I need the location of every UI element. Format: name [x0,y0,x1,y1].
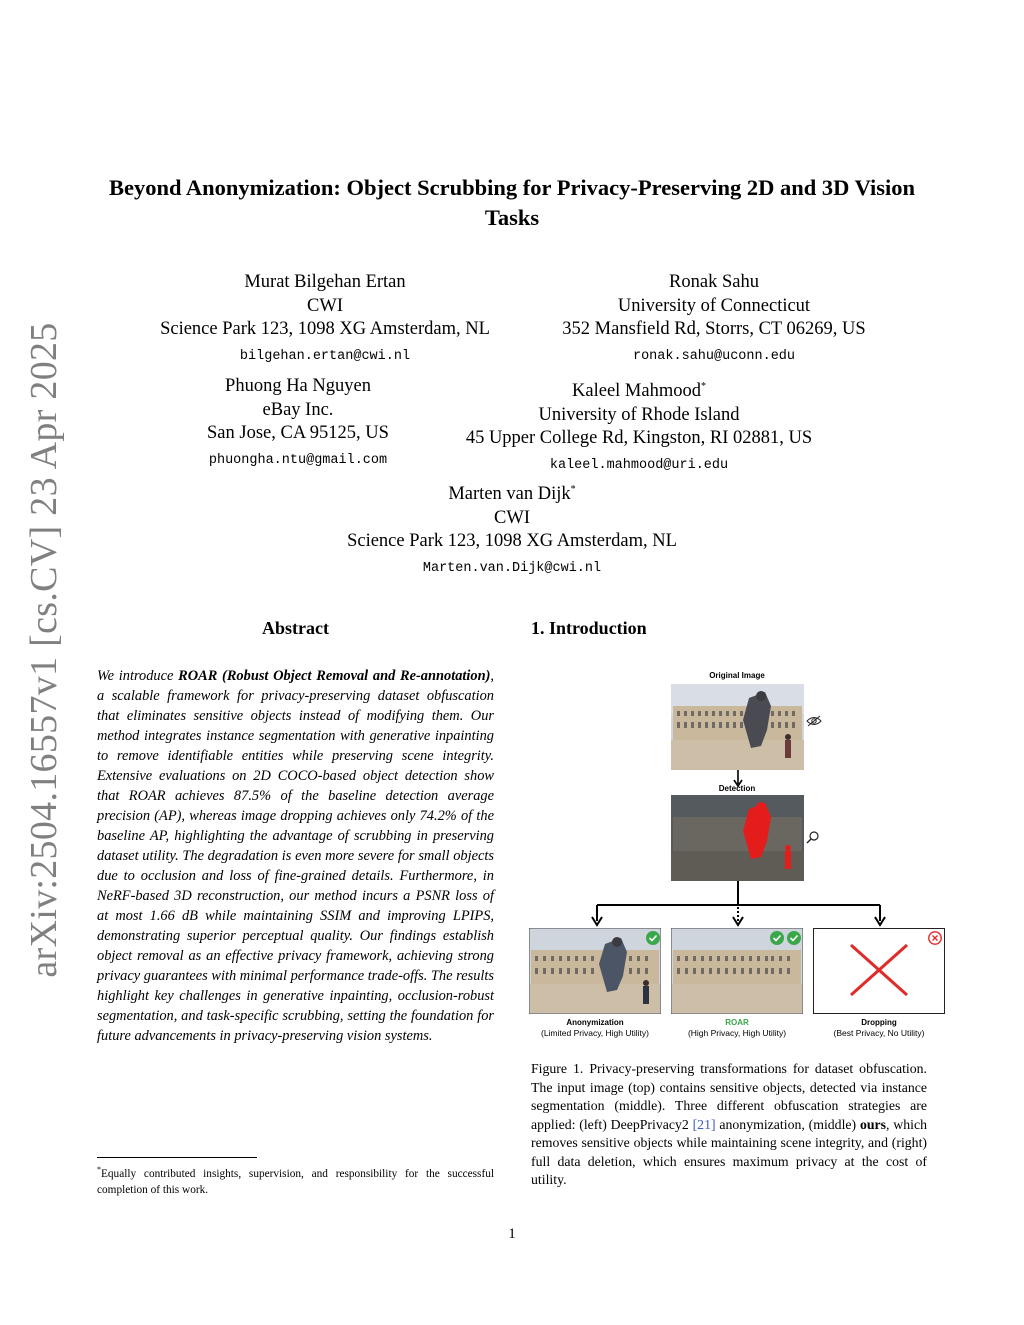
anonymization-image [529,928,661,1014]
equal-contribution-mark: * [570,484,576,495]
author-address: Science Park 123, 1098 XG Amsterdam, NL [347,531,677,552]
citation-link[interactable]: [21] [692,1116,716,1132]
author-name: Marten van Dijk [448,484,571,505]
author-affiliation: University of Rhode Island [538,404,740,425]
author-affiliation: CWI [307,295,343,316]
figure-1-caption [531,1060,927,1190]
author-email[interactable]: bilgehan.ertan@cwi.nl [239,348,411,364]
equal-contribution-mark: * [700,381,706,392]
abstract-method-name: ROAR (Robust Object Removal and Re-annotation) [178,668,491,684]
author-address: 45 Upper College Rd, Kingston, RI 02881, US [465,428,813,449]
check-icon [646,931,660,945]
author-name: Kaleel Mahmood [572,381,701,402]
cross-circle-icon [928,931,942,945]
author-block-3 [180,375,416,471]
author-block-5 [312,478,712,579]
page-number: 1 [508,1226,516,1242]
branch-arrows [590,881,890,931]
abstract-lead: We introduce [97,668,179,684]
author-block-4 [444,375,834,476]
author-name: Phuong Ha Nguyen [225,376,371,396]
original-image [671,684,804,770]
detection-label: Detection [718,784,756,793]
author-email[interactable]: kaleel.mahmood@uri.edu [549,457,729,473]
author-email[interactable]: phuongha.ntu@gmail.com [208,452,388,468]
author-address: Science Park 123, 1098 XG Amsterdam, NL [160,319,490,339]
roar-subtitle: (High Privacy, High Utility) [687,1028,787,1038]
magnifier-icon [806,830,820,844]
arxiv-id-text: arXiv:2504.16557v1 [cs.CV] 23 Apr 2025 [23,322,65,978]
footnote-mark: * [97,1165,101,1174]
author-affiliation: eBay Inc. [262,399,334,420]
footnote [97,1162,494,1198]
author-email[interactable]: Marten.van.Dijk@cwi.nl [422,560,602,576]
footnote-text: Equally contributed insights, supervision, and responsibility for the successful completion of this work. [97,1167,494,1196]
dropping-image [813,928,945,1014]
author-name: Ronak Sahu [669,272,759,292]
privacy-eye-off-icon [806,715,822,727]
anonymization-title: Anonymization [566,1018,624,1027]
roar-title: ROAR [725,1018,749,1027]
detection-image [671,795,804,881]
caption-text-2: anonymization, (middle) [715,1116,860,1132]
introduction-heading: 1. Introduction [531,618,647,638]
caption-ours: ours [859,1116,887,1132]
abstract-body [97,666,494,1046]
original-image-label: Original Image [709,671,765,680]
figure-1 [520,660,960,1050]
abstract-heading: Abstract [262,618,329,638]
author-affiliation: CWI [494,507,530,528]
anonymization-subtitle: (Limited Privacy, High Utility) [540,1028,649,1038]
author-name: Murat Bilgehan Ertan [244,272,406,292]
dropping-subtitle: (Best Privacy, No Utility) [833,1028,925,1038]
paper-title: Beyond Anonymization: Object Scrubbing for Privacy-Preserving 2D and 3D Vision Tasks [108,175,916,230]
double-check-icon [770,931,801,945]
author-address: 352 Mansfield Rd, Storrs, CT 06269, US [562,319,866,339]
author-address: San Jose, CA 95125, US [207,423,389,443]
author-email[interactable]: ronak.sahu@uconn.edu [632,348,796,364]
caption-text-3: , which removes sensitive objects while maintaining scene integrity, and (right) full data deletion, which ensures maximum privacy at the cost of utility. [531,1116,927,1187]
author-affiliation: University of Connecticut [617,295,811,316]
author-block-2 [540,271,888,367]
dropping-title: Dropping [861,1018,897,1027]
author-block-1 [140,271,510,367]
footnote-rule [97,1157,257,1158]
abstract-text: , a scalable framework for privacy-preserving dataset obfuscation that eliminates sensitive objects instead of modifying them. Our method integrates instance segmentation with generative inpainting to remove identifiable entities while preserving scene integrity. Extensive evaluations on 2D COCO-based object detection show that ROAR achieves 87.5% of the baseline detection average precision (AP), whereas image dropping achieves only 74.2% of the baseline AP, highlighting the advantage of scrubbing in preserving dataset utility. The degradation is even more severe for small objects due to occlusion and loss of fine-grained details. Furthermore, in NeRF-based 3D reconstruction, our method incurs a PSNR loss of at most 1.66 dB while maintaining SSIM and improving LPIPS, demonstrating superior perceptual quality. Our findings establish object removal as an effective privacy framework, achieving strong privacy guarantees with minimal performance trade-offs. The results highlight key challenges in generative inpainting, occlusion-robust segmentation, and task-specific scrubbing, setting the foundation for future advancements in privacy-preserving vision systems. [97,668,494,1044]
caption-text-1: Figure 1. Privacy-preserving transformations for dataset obfuscation. The input image (top) contains sensitive objects, detected via instance segmentation (middle). Three different obfuscation strategies are applied: (left) DeepPrivacy2 [531,1061,927,1132]
